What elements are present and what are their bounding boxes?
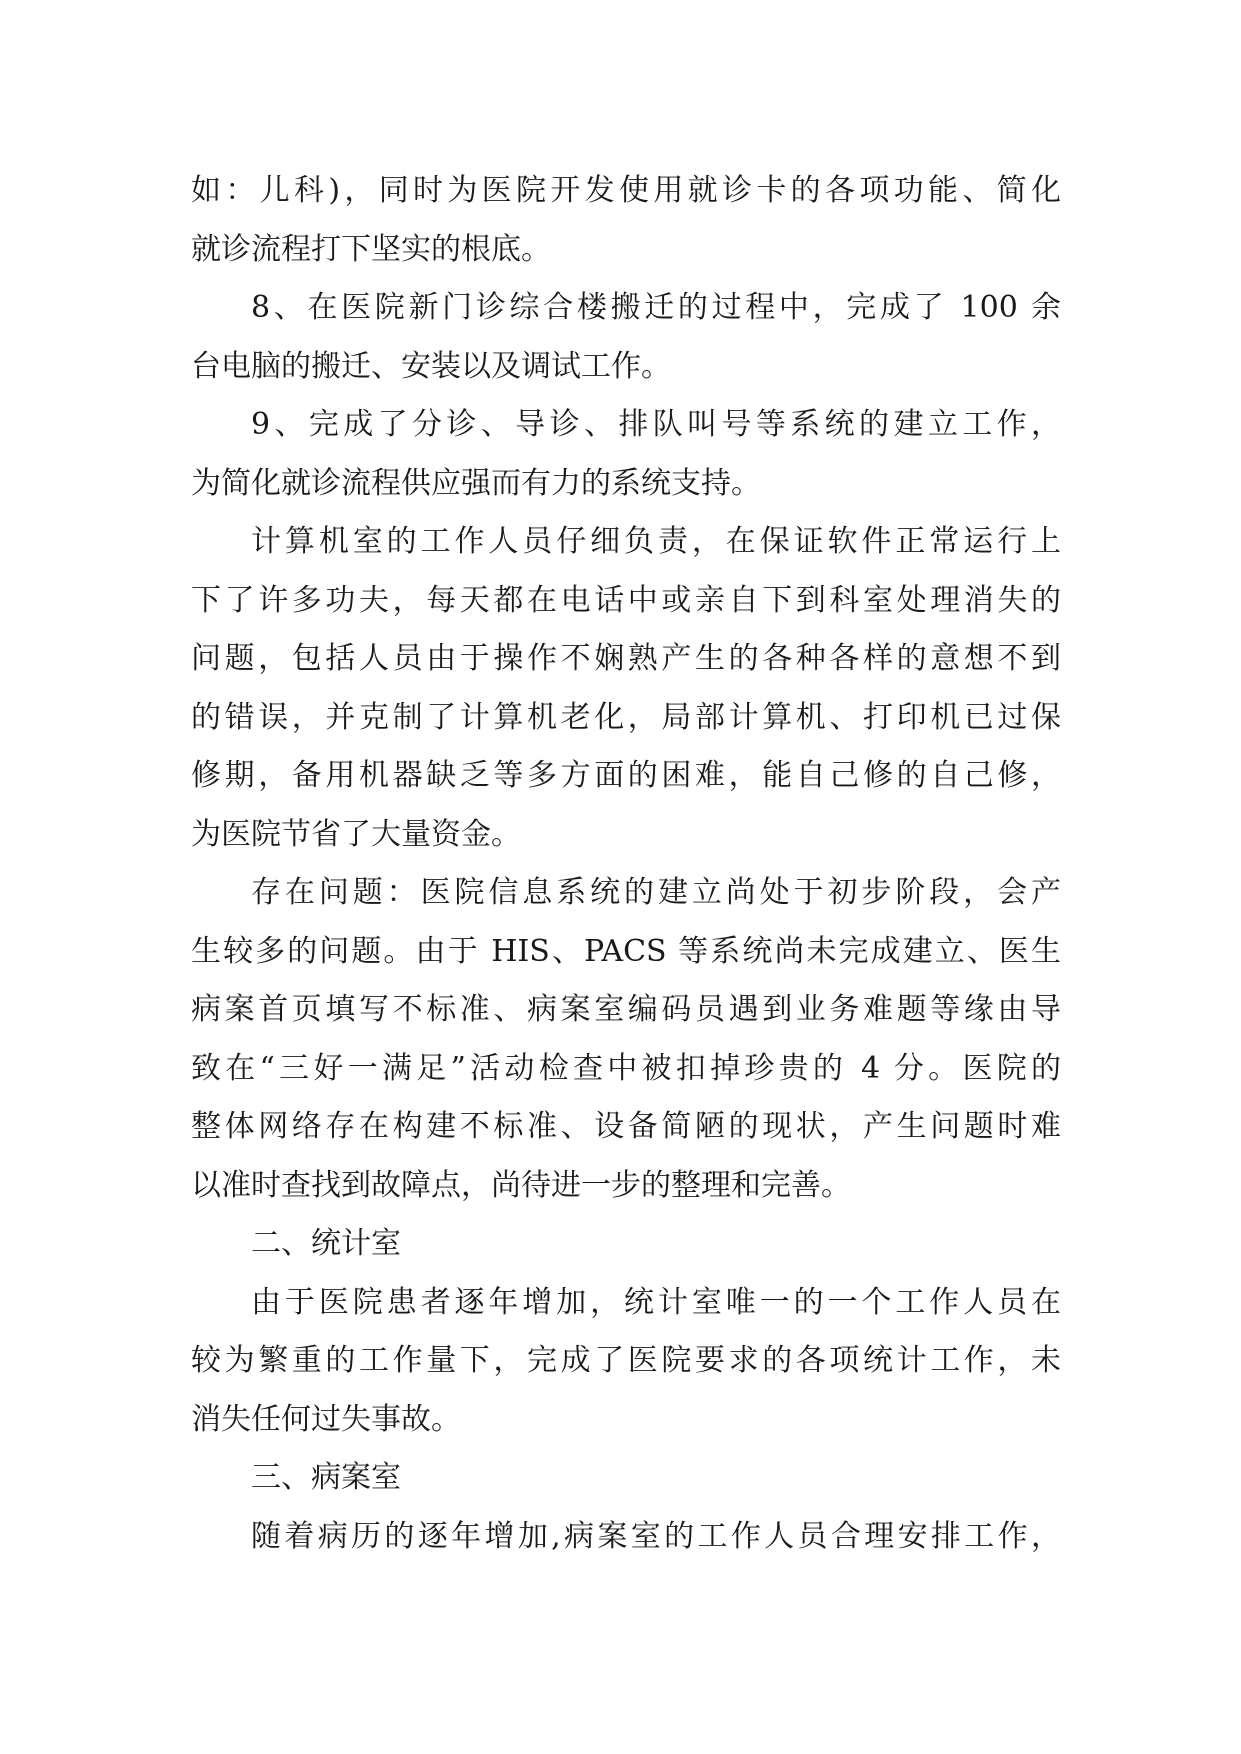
- text-line: 随着病历的逐年增加,病案室的工作人员合理安排工作，: [251, 1518, 1061, 1554]
- text-line: 存在问题：医院信息系统的建立尚处于初步阶段，会产: [251, 875, 1061, 910]
- text-line: 8、在医院新门诊综合楼搬迁的过程中，完成了 100 余: [251, 290, 1061, 325]
- text-line: 病案首页填写不标准、病案室编码员遇到业务难题等缘由导: [191, 992, 1061, 1027]
- text-line: 以准时查找到故障点，尚待进一步的整理和完善。: [191, 1167, 851, 1203]
- section-heading: 三、病案室: [251, 1460, 401, 1495]
- text-line: 为医院节省了大量资金。: [191, 816, 521, 852]
- text-line: 计算机室的工作人员仔细负责，在保证软件正常运行上: [251, 524, 1061, 559]
- text-line: 由于医院患者逐年增加，统计室唯一的一个工作人员在: [251, 1284, 1061, 1320]
- text-line: 生较多的问题。由于 HIS、PACS 等系统尚未完成建立、医生: [191, 933, 1061, 969]
- text-line: 较为繁重的工作量下，完成了医院要求的各项统计工作，未: [191, 1343, 1061, 1378]
- text-line: 消失任何过失事故。: [191, 1401, 461, 1437]
- section-heading: 二、统计室: [251, 1226, 401, 1261]
- text-line: 问题，包括人员由于操作不娴熟产生的各种各样的意想不到: [191, 641, 1061, 676]
- text-line: 的错误，并克制了计算机老化，局部计算机、打印机已过保: [191, 699, 1061, 735]
- text-line: 修期，备用机器缺乏等多方面的困难，能自己修的自己修，: [191, 758, 1061, 793]
- text-line: 为简化就诊流程供应强而有力的系统支持。: [191, 465, 761, 501]
- text-line: 如：儿科)，同时为医院开发使用就诊卡的各项功能、简化: [191, 173, 1061, 208]
- document-body: [191, 162, 1061, 1566]
- text-line: 台电脑的搬迁、安装以及调试工作。: [191, 348, 671, 384]
- text-line: 9、完成了分诊、导诊、排队叫号等系统的建立工作，: [251, 407, 1061, 442]
- text-line: 下了许多功夫，每天都在电话中或亲自下到科室处理消失的: [191, 582, 1061, 618]
- text-line: 整体网络存在构建不标准、设备简陋的现状，产生问题时难: [191, 1109, 1061, 1144]
- text-line: 就诊流程打下坚实的根底。: [191, 231, 551, 267]
- text-line: 致在“三好一满足”活动检查中被扣掉珍贵的 4 分。医院的: [191, 1050, 1061, 1086]
